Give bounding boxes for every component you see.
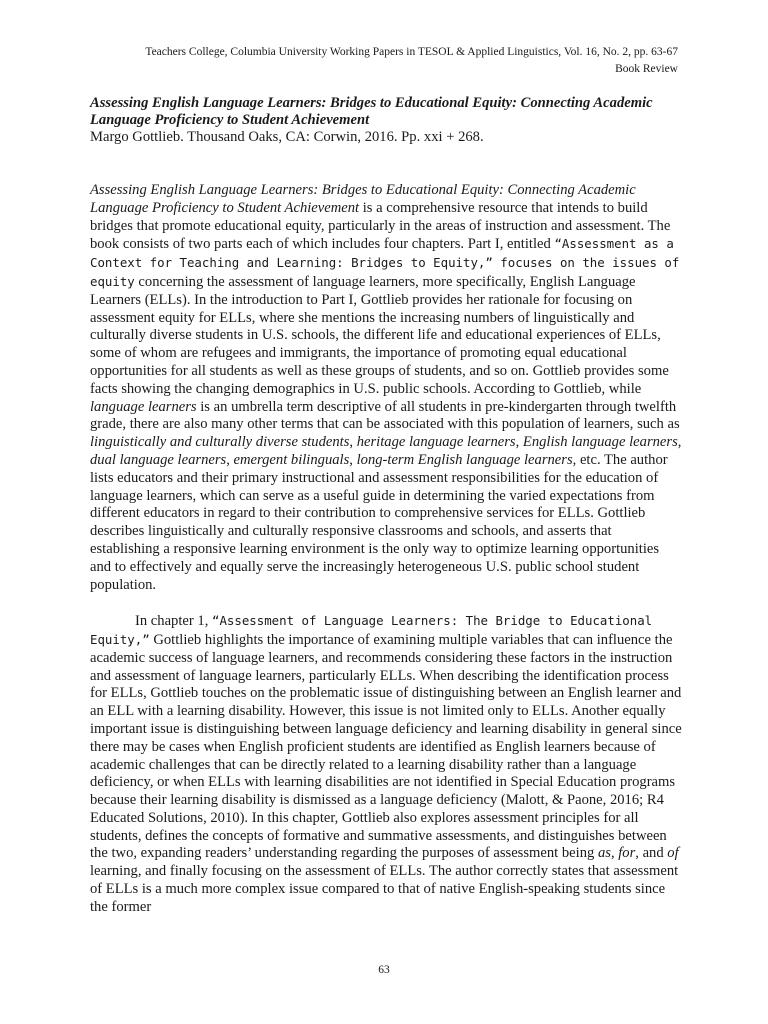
term-italic: as: [597, 845, 611, 862]
text-run: is a comprehensive resource that intends to build bridges that promote educational equity, particularly in the areas of instruction and assessment. The book consists of two parts each of which includes four chapters. Part I, entitled: [90, 199, 671, 253]
book-title-block: [90, 95, 680, 146]
term-italic: for: [618, 845, 636, 862]
part-title-run: “Assessment as a Context for Teaching and Learning: Bridges to Equity,” focuses on the issues of equity: [90, 236, 680, 289]
text-run: ,: [349, 434, 357, 451]
page-number: 63: [378, 964, 390, 976]
text-run: ,: [610, 845, 619, 862]
chapter-title-run: “Assessment of Language Learners: The Bridge to Educational Equity,”: [90, 613, 653, 647]
term-italic: heritage language learners: [356, 434, 516, 451]
text-run: concerning the assessment of language learners, more specifically, English Language Learners (ELLs). In the introduction to Part I, Gottlieb provides her rationale for focusing on assessment equity for ELLs, where she mentions the increasing numbers of linguistically and culturally diverse students in U.S. schools, the different life and educational experiences of ELLs, some of whom are refugees and immigrants, the importance of promoting equal educational opportunities for all students as well as these groups of students, and so on. Gottlieb provides some facts showing the changing demographics in U.S. public schools. According to Gottlieb, while: [90, 273, 669, 397]
text-run: ,: [515, 434, 523, 451]
book-publication-info: Margo Gottlieb. Thousand Oaks, CA: Corwin, 2016. Pp. xxi + 268.: [90, 129, 484, 145]
text-run: , etc. The author lists educators and their primary instructional and assessment responsibilities for the education of language learners, which can serve as a useful guide in determining the varied expectations from different educators in regard to their contribution to comprehensive services for ELLs. Gottlieb describes linguistically and culturally responsive classrooms and schools, and asserts that establishing a responsive learning environment is the only way to optimize learning opportunities and to effectively and equally serve the increasingly heterogeneous U.S. public school student population.: [90, 451, 668, 593]
text-run: , and: [635, 845, 668, 862]
text-run: Gottlieb highlights the importance of examining multiple variables that can influence the academic success of language learners, and recommends considering these factors in the instruction and assessment of language learners, particularly ELLs. When describing the identification process for ELLs, Gottlieb touches on the problematic issue of distinguishing between an English learner and an ELL with a learning disability. However, this issue is not limited only to ELLs. Another equally important issue is distinguishing between language deficiency and learning disability in general since there may be cases when English proficient students are identified as English learners because of academic challenges that can be directly related to a learning disability rather than a language deficiency, or when ELLs with learning disabilities are not identified in Special Education programs because their learning disability is dismissed as a language deficiency (Malott, & Paone, 2016; R4 Educated Solutions, 2010). In this chapter, Gottlieb also explores assessment principles for all students, defines the concepts of formative and summative assessments, and distinguishes between the two, expanding readers’ understanding regarding the purposes of assessment being: [90, 631, 682, 862]
term-italic: linguistically and culturally diverse students: [90, 434, 350, 451]
text-run: ,: [677, 434, 682, 451]
section-label: Book Review: [615, 63, 678, 75]
paragraph-1: [90, 182, 682, 594]
text-run: ,: [226, 451, 234, 468]
book-title-inline: Assessing English Language Learners: Bridges to Educational Equity: Connecting Academic Language Proficiency to Student Achievement: [90, 182, 636, 216]
term-italic: language learners: [90, 398, 197, 415]
term-italic: emergent bilinguals: [233, 451, 350, 468]
term-italic: English language learners: [522, 434, 678, 451]
paragraph-2: [90, 612, 682, 917]
term-italic: of: [667, 845, 679, 862]
journal-citation: Teachers College, Columbia University Working Papers in TESOL & Applied Linguistics, Vol. 16, No. 2, pp. 63-67: [145, 46, 678, 58]
term-italic: long-term English language learners: [356, 451, 573, 468]
text-run: learning, and finally focusing on the assessment of ELLs. The author correctly states that assessment of ELLs is a much more complex issue compared to that of native English-speaking students since the former: [90, 863, 679, 915]
term-italic: dual language learners: [90, 451, 227, 468]
running-head: [78, 44, 678, 78]
text-run: is an umbrella term descriptive of all students in pre-kindergarten through twelfth grade, there are also many other terms that can be associated with this population of learners, such as: [90, 398, 680, 433]
text-run: In chapter 1,: [135, 613, 212, 630]
book-title: Assessing English Language Learners: Bridges to Educational Equity: Connecting Academic Language Proficiency to Student Achievement: [90, 95, 653, 128]
text-run: ,: [349, 451, 357, 468]
review-body: [90, 182, 682, 917]
